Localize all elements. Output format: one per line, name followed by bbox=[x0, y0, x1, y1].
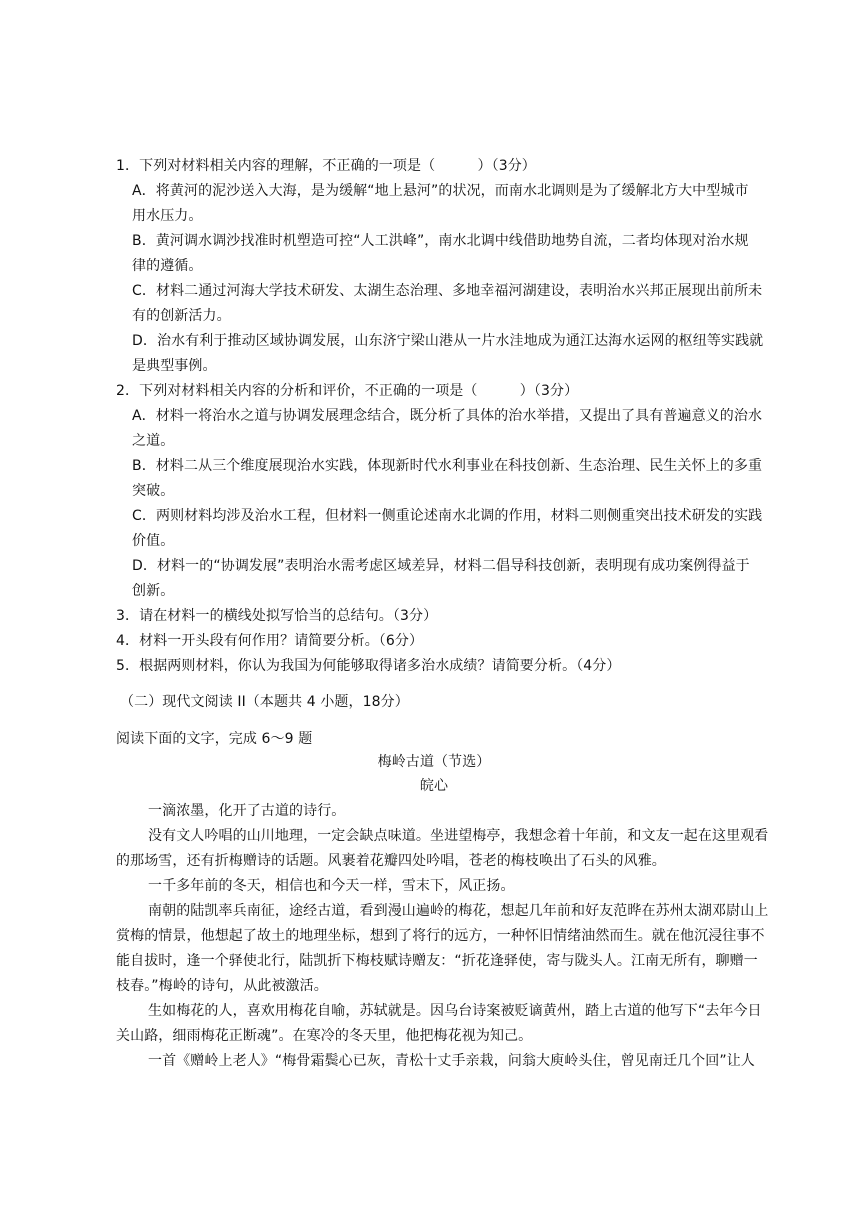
article-paragraph-5-cont: 关山路，细雨梅花正断魂”。在寒冷的冬天里，他把梅花视为知己。 bbox=[116, 1028, 533, 1044]
question-4: 4．材料一开头段有何作用？请简要分析。（6分） bbox=[116, 633, 424, 649]
article-title: 梅岭古道（节选） bbox=[377, 754, 491, 770]
question-2-option-c-cont: 价值。 bbox=[132, 533, 175, 549]
question-2-option-d: D．材料一的“协调发展”表明治水需考虑区域差异，材料二倡导科技创新，表明现有成功案例得益于 bbox=[132, 558, 750, 574]
question-2-option-a-cont: 之道。 bbox=[132, 433, 175, 449]
question-1-option-d: D．治水有利于推动区域协调发展，山东济宁梁山港从一片水洼地成为通江达海水运网的枢纽等实践就 bbox=[132, 333, 764, 349]
article-paragraph-6: 一首《赠岭上老人》“梅骨霜鬓心已灰，青松十丈手亲栽，问翁大庾岭头住，曾见南迁几个回”让人 bbox=[148, 1053, 755, 1069]
question-2-stem: 2．下列对材料相关内容的分析和评价，不正确的一项是（ ）（3分） bbox=[116, 383, 579, 399]
question-2-option-d-cont: 创新。 bbox=[132, 583, 175, 599]
question-2-option-b-cont: 突破。 bbox=[132, 483, 175, 499]
question-1-stem: 1．下列对材料相关内容的理解，不正确的一项是（ ）（3分） bbox=[116, 158, 536, 174]
question-1-option-c: C．材料二通过河海大学技术研发、太湖生态治理、多地幸福河湖建设，表明治水兴邦正展现出前所未 bbox=[132, 283, 763, 299]
article-paragraph-1: 一滴浓墨，化开了古道的诗行。 bbox=[148, 803, 346, 819]
article-paragraph-4-cont-3: 枝春。”梅岭的诗句，从此被激活。 bbox=[116, 978, 328, 994]
question-2-option-c: C．两则材料均涉及治水工程，但材料一侧重论述南水北调的作用，材料二则侧重突出技术研发的实践 bbox=[132, 508, 763, 524]
section-title: （二）现代文阅读 II（本题共 4 小题，18分） bbox=[120, 694, 409, 710]
question-2-option-a: A．材料一将治水之道与协调发展理念结合，既分析了具体的治水举措，又提出了具有普遍意义的治水 bbox=[132, 408, 763, 424]
article-paragraph-4: 南朝的陆凯率兵南征，途经古道，看到漫山遍岭的梅花，想起几年前和好友范晔在苏州太湖邓尉山上 bbox=[148, 903, 769, 919]
article-paragraph-3: 一千多年前的冬天，相信也和今天一样，雪末下，风正扬。 bbox=[148, 878, 515, 894]
question-1-option-a: A．将黄河的泥沙送入大海，是为缓解“地上悬河”的状况，而南水北调则是为了缓解北方大中型城市 bbox=[132, 183, 749, 199]
question-2-option-b: B．材料二从三个维度展现治水实践，体现新时代水利事业在科技创新、生态治理、民生关怀上的多重 bbox=[132, 458, 763, 474]
reading-instruction: 阅读下面的文字，完成 6～9 题 bbox=[116, 731, 313, 747]
question-1-option-a-cont: 用水压力。 bbox=[132, 208, 203, 224]
article-paragraph-5: 生如梅花的人，喜欢用梅花自喻，苏轼就是。因乌台诗案被贬谪黄州，踏上古道的他写下“去年今日 bbox=[148, 1003, 762, 1019]
article-paragraph-2-cont: 的那场雪，还有折梅赠诗的话题。风裹着花瓣四处吟唱，苍老的梅枝唤出了石头的风雅。 bbox=[116, 853, 666, 869]
question-5: 5．根据两则材料，你认为我国为何能够取得诸多治水成绩？请简要分析。（4分） bbox=[116, 658, 621, 674]
article-paragraph-2: 没有文人吟唱的山川地理，一定会缺点味道。坐进望梅亭，我想念着十年前，和文友一起在这里观看 bbox=[148, 828, 769, 844]
article-author: 皖心 bbox=[419, 778, 449, 794]
article-paragraph-4-cont-2: 能自拔时，逢一个驿使北行，陆凯折下梅枝赋诗赠友：“折花逢驿使，寄与陇头人。江南无所有，聊赠一 bbox=[116, 953, 758, 969]
question-1-option-d-cont: 是典型事例。 bbox=[132, 358, 217, 374]
question-1-option-b: B．黄河调水调沙找准时机塑造可控“人工洪峰”，南水北调中线借助地势自流，二者均体现对治水规 bbox=[132, 233, 749, 249]
question-1-option-c-cont: 有的创新活力。 bbox=[132, 308, 231, 324]
question-3: 3．请在材料一的横线处拟写恰当的总结句。（3分） bbox=[116, 608, 438, 624]
article-paragraph-4-cont-1: 赏梅的情景，他想起了故土的地理坐标，想到了将行的远方，一种怀旧情绪油然而生。就在他沉浸往事不 bbox=[116, 928, 765, 944]
question-1-option-b-cont: 律的遵循。 bbox=[132, 258, 203, 274]
